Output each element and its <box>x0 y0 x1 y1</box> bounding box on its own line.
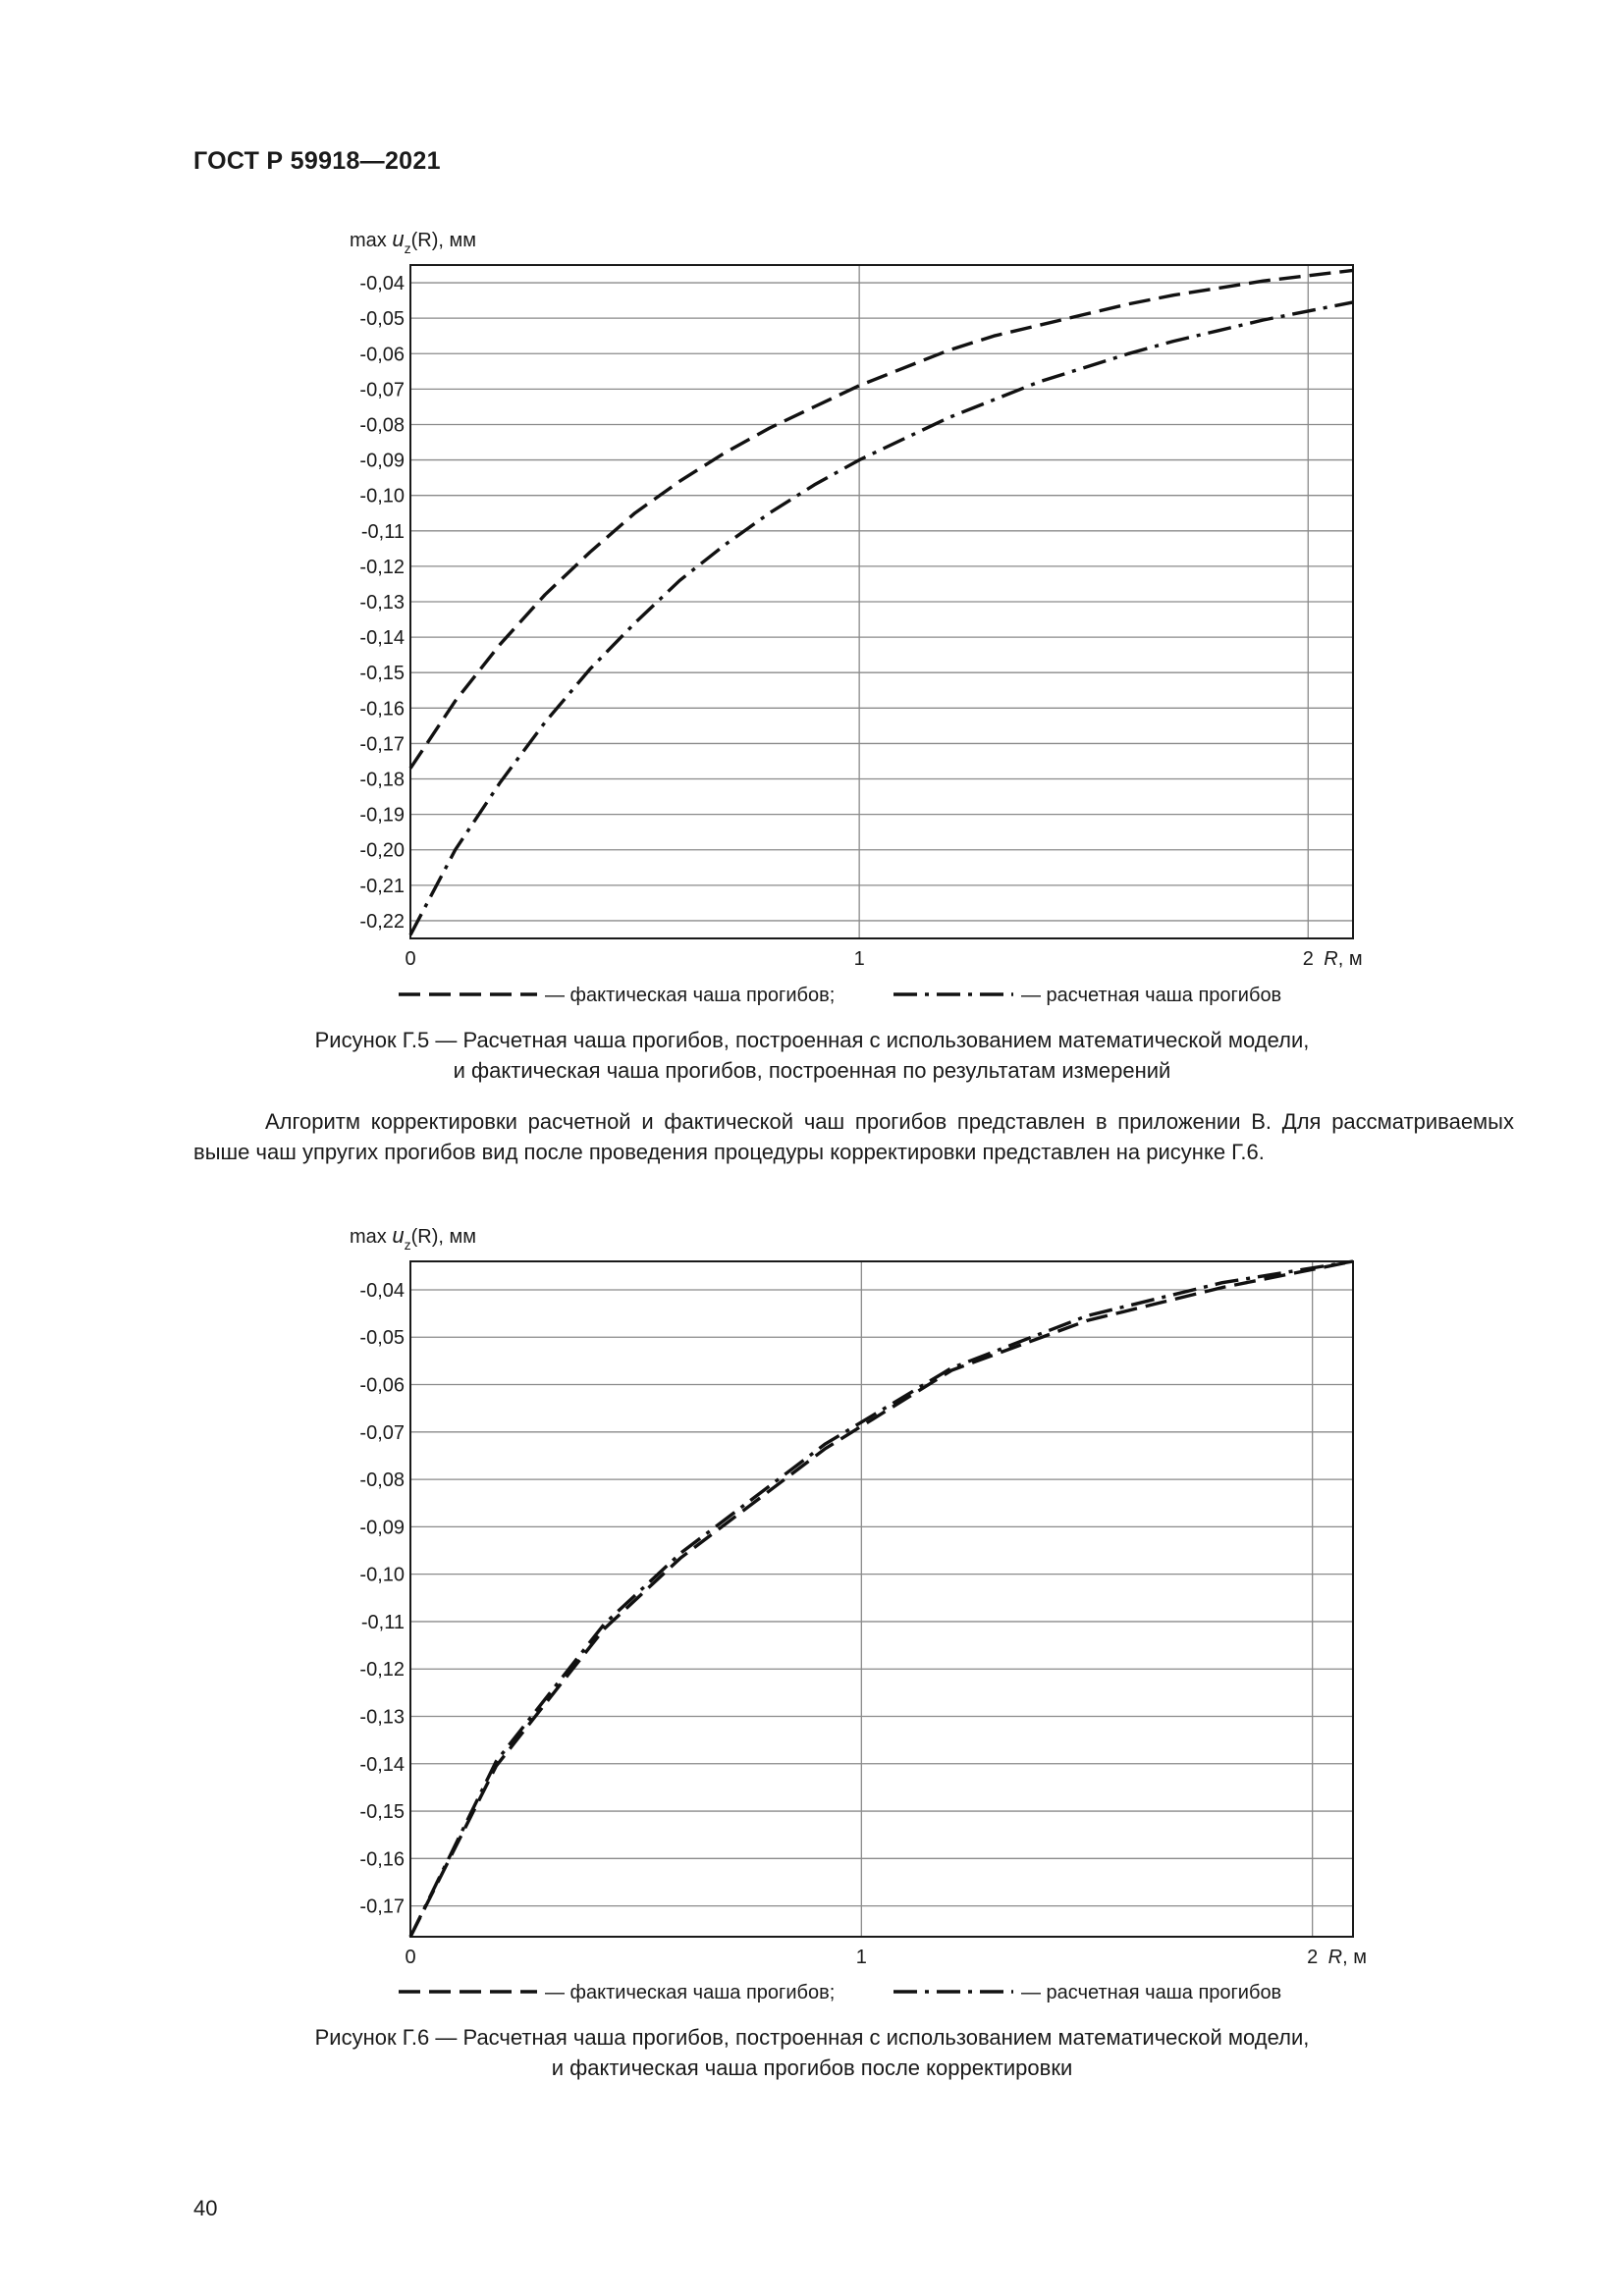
x-tick-label: 1 <box>855 1947 867 1968</box>
x-tick-label: 0 <box>405 948 416 970</box>
series-line-dashed <box>410 1261 1353 1937</box>
y-tick-label: -0,08 <box>359 1469 405 1492</box>
y-tick-label: -0,13 <box>359 592 405 614</box>
x-tick-label: 2 <box>1307 1947 1319 1968</box>
y-tick-label: -0,14 <box>359 1753 405 1776</box>
y-tick-label: -0,05 <box>359 308 405 331</box>
y-tick-label: -0,04 <box>359 1279 405 1302</box>
y-tick-label: -0,12 <box>359 1659 405 1682</box>
y-tick-label: -0,11 <box>360 520 405 543</box>
y-tick-label: -0,15 <box>359 1801 405 1824</box>
figure-caption-g6-line-2: и фактическая чаша прогибов после корректировки <box>551 2056 1073 2080</box>
x-tick-label: 0 <box>405 1947 416 1968</box>
y-tick-label: -0,22 <box>359 910 405 933</box>
y-tick-label: -0,05 <box>359 1327 405 1350</box>
y-tick-label: -0,06 <box>359 344 405 366</box>
y-tick-label: -0,09 <box>359 450 405 472</box>
document-header: ГОСТ Р 59918—2021 <box>193 147 441 175</box>
x-axis-label: R, м <box>1327 1947 1367 1968</box>
legend-label: — расчетная чаша прогибов <box>1021 985 1282 1006</box>
y-tick-label: -0,08 <box>359 414 405 437</box>
y-tick-label: -0,17 <box>359 733 405 756</box>
y-tick-label: -0,04 <box>359 273 405 295</box>
series-line-dashdot <box>410 1261 1353 1937</box>
y-axis-label: $\max u_z(R)$, мм <box>350 227 476 256</box>
y-tick-label: -0,15 <box>359 663 405 685</box>
page-number: 40 <box>193 2196 218 2220</box>
y-tick-label: -0,10 <box>359 485 405 507</box>
plot-frame <box>410 1261 1353 1937</box>
y-tick-label: -0,12 <box>359 556 405 578</box>
y-tick-label: -0,14 <box>359 627 405 650</box>
y-tick-label: -0,09 <box>359 1517 405 1539</box>
legend-label: — фактическая чаша прогибов; <box>545 985 836 1006</box>
y-tick-label: -0,06 <box>359 1374 405 1397</box>
y-tick-label: -0,17 <box>359 1896 405 1918</box>
x-axis-label: R, м <box>1324 948 1363 970</box>
legend-label: — расчетная чаша прогибов <box>1021 1982 1282 2003</box>
y-tick-label: -0,16 <box>359 1848 405 1871</box>
y-axis-label: $\max u_z(R)$, мм <box>350 1223 476 1253</box>
y-tick-label: -0,21 <box>359 875 405 897</box>
figure-caption-g5-line-2: и фактическая чаша прогибов, построенная по результатам измерений <box>453 1058 1171 1083</box>
y-tick-label: -0,20 <box>359 839 405 862</box>
y-tick-label: -0,19 <box>359 804 405 827</box>
y-tick-label: -0,18 <box>359 769 405 791</box>
figure-caption-g5-line-1: Рисунок Г.5 — Расчетная чаша прогибов, построенная с использованием математической модели, <box>314 1028 1310 1052</box>
y-tick-label: -0,10 <box>359 1564 405 1586</box>
y-tick-label: -0,07 <box>359 379 405 401</box>
body-paragraph-text: Алгоритм корректировки расчетной и фактической чаш прогибов представлен в приложении В. Для рассматриваемых выше чаш упругих прогибов вид после проведения процедуры корректировки представлен на рисунке Г.6. <box>193 1109 1514 1164</box>
y-tick-label: -0,13 <box>359 1706 405 1729</box>
x-tick-label: 1 <box>853 948 865 970</box>
figure-caption-g6 <box>196 2022 1428 2083</box>
y-tick-label: -0,11 <box>360 1611 405 1633</box>
legend-label: — фактическая чаша прогибов; <box>545 1982 836 2003</box>
y-tick-label: -0,16 <box>359 698 405 721</box>
figure-caption-g6-line-1: Рисунок Г.6 — Расчетная чаша прогибов, построенная с использованием математической модели, <box>314 2025 1310 2050</box>
x-tick-label: 2 <box>1302 948 1314 970</box>
y-tick-label: -0,07 <box>359 1421 405 1444</box>
